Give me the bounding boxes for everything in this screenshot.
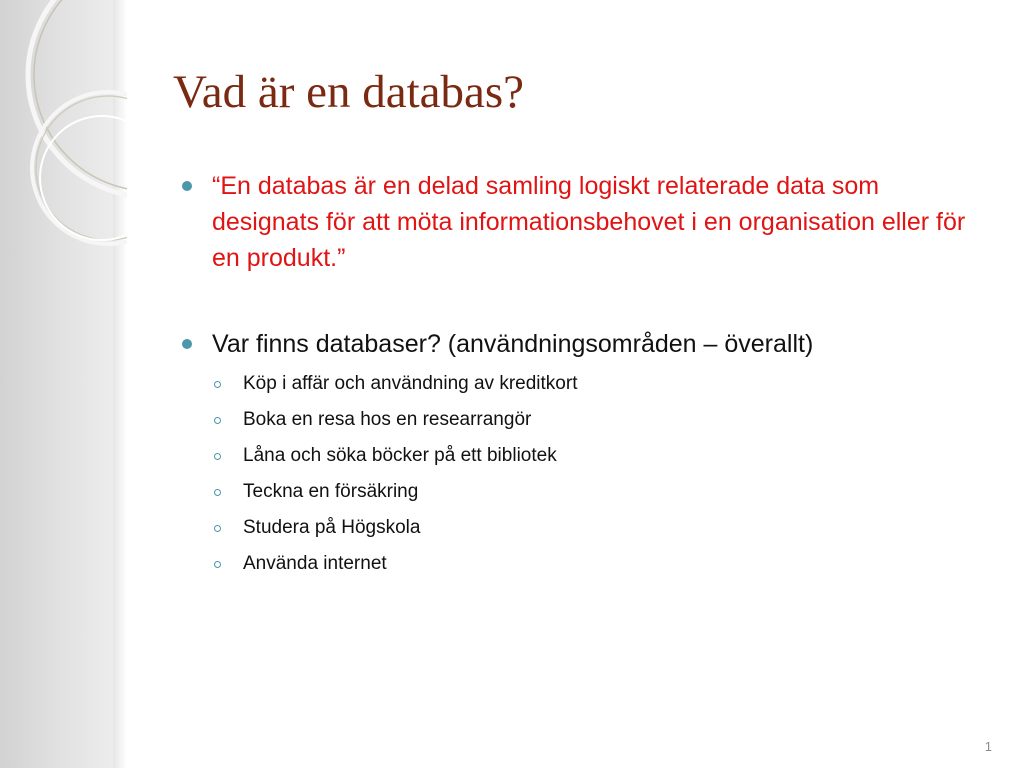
- hollow-circle-bullet-icon: [214, 381, 221, 388]
- hollow-circle-bullet-icon: [214, 525, 221, 532]
- hollow-circle-bullet-icon: [214, 561, 221, 568]
- definition-quote: “En databas är en delad samling logiskt relaterade data som designats för att möta informationsbehovet i en organisation eller för en produkt.”: [212, 172, 966, 272]
- hollow-circle-bullet-icon: [214, 489, 221, 496]
- list-item-label: Köp i affär och användning av kreditkort: [243, 373, 578, 394]
- list-item-label: Boka en resa hos en researrangör: [243, 409, 532, 430]
- list-item: [182, 366, 982, 402]
- decorative-circles-icon: [0, 0, 127, 260]
- list-item: [182, 438, 982, 474]
- list-item-label: Studera på Högskola: [243, 517, 421, 538]
- filled-circle-bullet-icon: [182, 181, 192, 191]
- list-item: [182, 546, 982, 582]
- list-item-label: Låna och söka böcker på ett bibliotek: [243, 445, 557, 466]
- filled-circle-bullet-icon: [182, 339, 192, 349]
- definition-bullet: [182, 168, 982, 276]
- question-text: Var finns databaser? (användningsområden – överallt): [212, 330, 814, 358]
- list-item: [182, 510, 982, 546]
- list-item: [182, 402, 982, 438]
- slide-title: Vad är en databas?: [173, 66, 525, 118]
- hollow-circle-bullet-icon: [214, 453, 221, 460]
- examples-list: [182, 366, 982, 582]
- question-bullet: [182, 326, 982, 362]
- slide-number: 1: [984, 739, 992, 754]
- slide-body: [182, 168, 982, 582]
- list-item-label: Teckna en försäkring: [243, 481, 419, 502]
- hollow-circle-bullet-icon: [214, 417, 221, 424]
- list-item: [182, 474, 982, 510]
- list-item-label: Använda internet: [243, 553, 387, 574]
